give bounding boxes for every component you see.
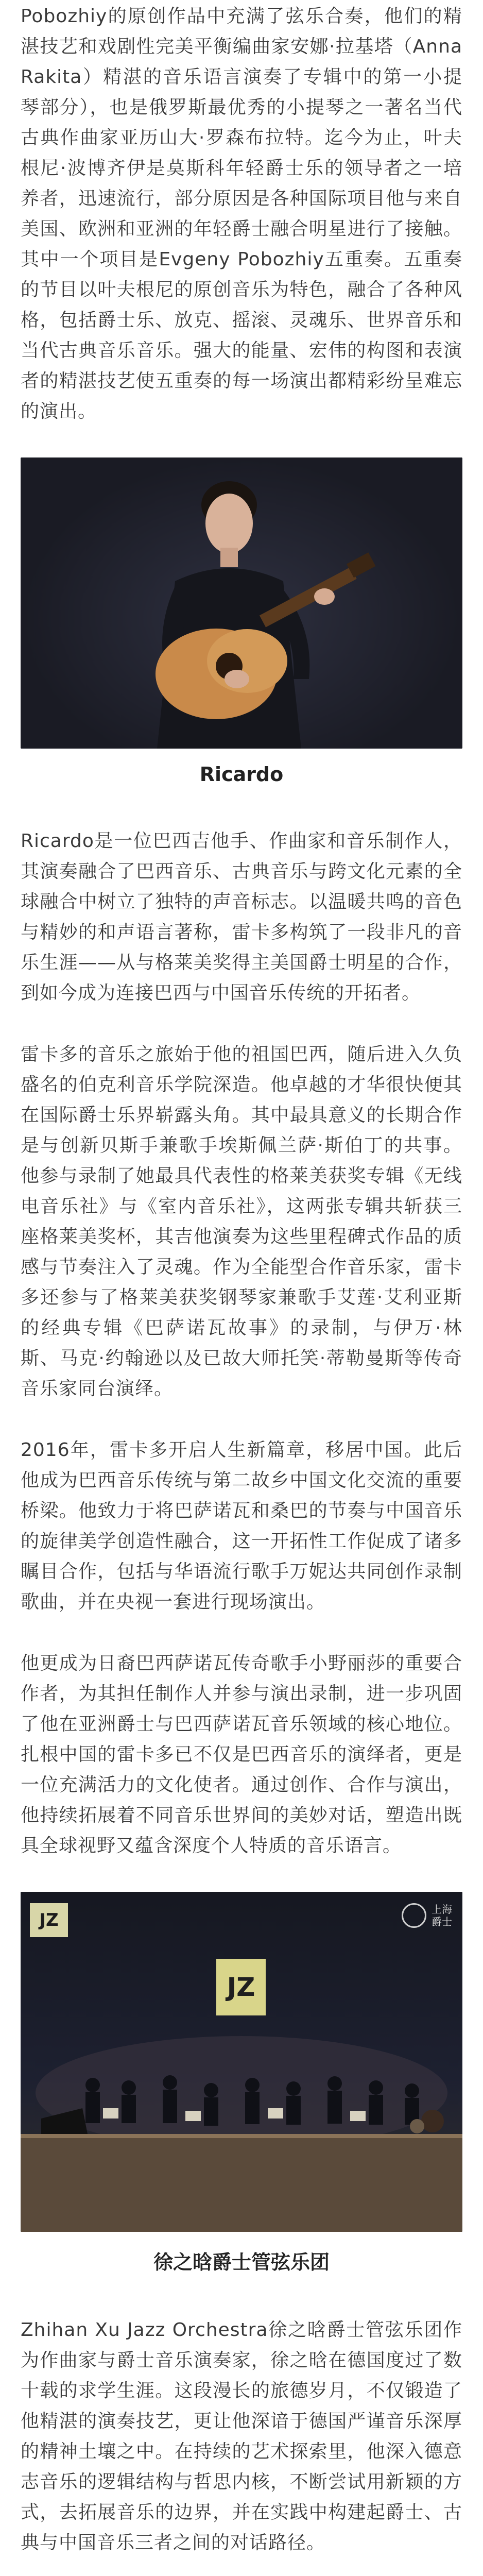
ricardo-photo: [21, 457, 462, 749]
jz-logo-left: JZ: [30, 1903, 68, 1937]
ricardo-caption: Ricardo: [199, 763, 284, 786]
jz-stage-badge: JZ: [216, 1959, 266, 2015]
article-page: [0, 1, 483, 2576]
paragraph-pobozhiy: Pobozhiy的原创作品中充满了弦乐合奏，他们的精湛技艺和戏剧性完美平衡编曲家安娜·拉基塔（Anna Rakita）精湛的音乐语言演奏了专辑中的第一小提琴部分），也是俄罗斯最优秀的小提琴之一著名当代古典作曲家亚历山大·罗森布拉特。迄今为止，叶夫根尼·波博齐伊是莫斯科年轻爵士乐的领导者之一培养者，迅速流行，部分原因是各种国际项目他与来自美国、欧洲和亚洲的年轻爵士融合明星进行了接触。其中一个项目是Evgeny Pobozhiy五重奏。五重奏的节目以叶夫根尼的原创音乐为特色，融合了各种风格，包括爵士乐、放克、摇滚、灵魂乐、世界音乐和当代古典音乐音乐。强大的能量、宏伟的构图和表演者的精湛技艺使五重奏的每一场演出都精彩纷呈难忘的演出。: [21, 6, 462, 422]
orchestra-stage-scene: [21, 1892, 462, 2232]
ricardo-guitarist-figure: [21, 457, 462, 749]
paragraph-ricardo-intro: Ricardo是一位巴西吉他手、作曲家和音乐制作人，其演奏融合了巴西音乐、古典音乐与跨文化元素的全球融合中树立了独特的声音标志。以温暖共鸣的音色与精妙的和声语言著称，雷卡多构筑了一段非凡的音乐生涯——从与格莱美奖得主美国爵士明星的合作，到如今成为连接巴西与中国音乐传统的开拓者。: [21, 831, 462, 1004]
paragraph-ricardo-career: 雷卡多的音乐之旅始于他的祖国巴西，随后进入久负盛名的伯克利音乐学院深造。他卓越的才华很快便其在国际爵士乐界崭露头角。其中最具意义的长期合作是与创新贝斯手兼歌手埃斯佩兰萨·斯伯丁的共事。他参与录制了她最具代表性的格莱美获奖专辑《无线电音乐社》与《室内音乐社》，这两张专辑共斩获三座格莱美奖杯，其吉他演奏为这些里程碑式作品的质感与节奏注入了灵魂。作为全能型合作音乐家，雷卡多还参与了格莱美获奖钢琴家兼歌手艾莲·艾利亚斯的经典专辑《巴萨诺瓦故事》的录制，与伊万·林斯、马克·约翰逊以及已故大师托笑·蒂勒曼斯等传奇音乐家同台演绎。: [21, 1044, 462, 1399]
venue-logo-line1: 上海: [432, 1903, 452, 1916]
orchestra-caption: 徐之晗爵士管弦乐团: [153, 2251, 330, 2274]
paragraph-zhihan-intro: Zhihan Xu Jazz Orchestra徐之晗爵士管弦乐团作为作曲家与爵士音乐演奏家，徐之晗在德国度过了数十载的求学生涯。这段漫长的旅德岁月，不仅锻造了他精湛的演奏技艺，更让他深谙于德国严谨音乐深厚的精神土壤之中。在持续的艺术探索里，他深入德意志音乐的逻辑结构与哲思内核，不断尝试用新颖的方式，去拓展音乐的边界，并在实践中构建起爵士、古典与中国音乐三者之间的对话路径。: [21, 2319, 462, 2553]
orchestra-photo: [21, 1892, 462, 2232]
paragraph-ricardo-china: 2016年，雷卡多开启人生新篇章，移居中国。此后他成为巴西音乐传统与第二故乡中国文化交流的重要桥梁。他致力于将巴萨诺瓦和桑巴的节奏与中国音乐的旋律美学创造性融合，这一开拓性工作促成了诸多瞩目合作，包括与华语流行歌手万妮达共同创作录制歌曲，并在央视一套进行现场演出。: [21, 1439, 462, 1613]
venue-logo-line2: 爵士: [432, 1916, 452, 1928]
paragraph-ricardo-collab: 他更成为日裔巴西萨诺瓦传奇歌手小野丽莎的重要合作者，为其担任制作人并参与演出录制，进一步巩固了他在亚洲爵士与巴西萨诺瓦音乐领域的核心地位。扎根中国的雷卡多已不仅是巴西音乐的演绎者，更是一位充满活力的文化使者。通过创作、合作与演出，他持续拓展着不同音乐世界间的美妙对话，塑造出既具全球视野又蕴含深度个人特质的音乐语言。: [21, 1653, 462, 1856]
